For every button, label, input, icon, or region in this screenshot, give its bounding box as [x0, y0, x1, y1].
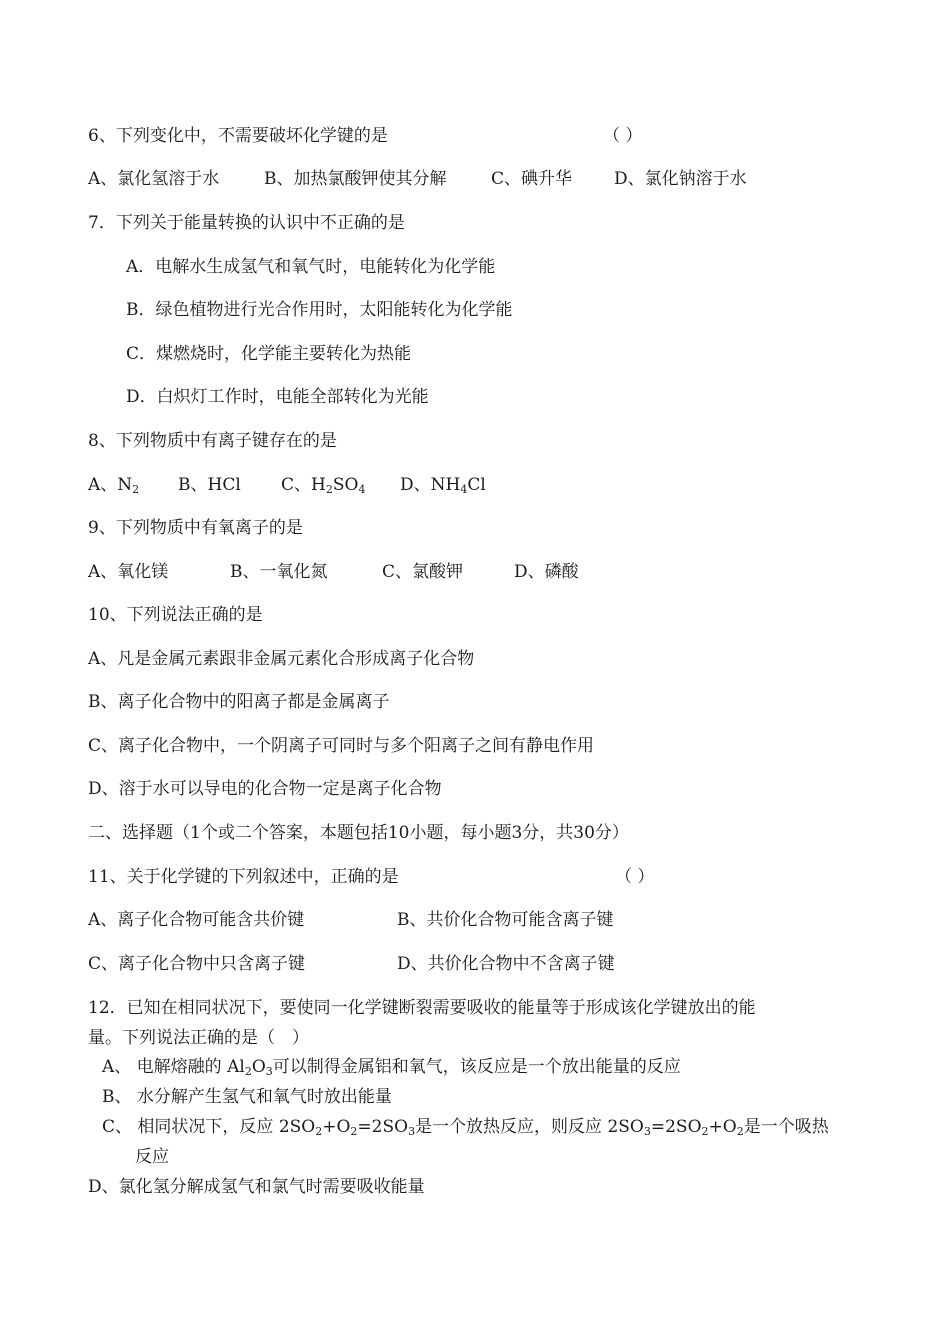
q11-answer-paren: （ ） — [615, 867, 655, 887]
q12-option-c: C、 相同状况下，反应 $2SO_2+O_2=2SO_3$是一个放热反应，则反应 $2SO_3=2SO_2+O_2$是一个吸热 — [102, 1117, 829, 1138]
q9-option-d: D、磷酸 — [514, 562, 579, 582]
q10-option-d: D、溶于水可以导电的化合物一定是离子化合物 — [88, 779, 442, 799]
q12-option-b: B、 水分解产生氢气和氧气时放出能量 — [102, 1087, 392, 1107]
q11-option-a: A、离子化合物可能含共价键 — [88, 910, 305, 930]
q9-stem: 9、下列物质中有氧离子的是 — [88, 518, 303, 538]
q8-option-b: B、HCl — [178, 475, 241, 495]
q8-option-a: A、$N_2$ — [88, 475, 140, 496]
q6-option-b: B、加热氯酸钾使其分解 — [264, 169, 447, 189]
q11-option-b: B、共价化合物可能含离子键 — [397, 910, 614, 930]
q10-option-a: A、凡是金属元素跟非金属元素化合形成离子化合物 — [88, 649, 475, 669]
q10-stem: 10、下列说法正确的是 — [88, 605, 263, 625]
q11-option-c: C、离子化合物中只含离子键 — [88, 954, 306, 974]
q6-stem: 6、下列变化中，不需要破坏化学键的是 — [88, 126, 388, 146]
q9-option-a: A、氧化镁 — [88, 562, 169, 582]
q12-stem-line2: 量。下列说法正确的是（ ） — [88, 1028, 309, 1048]
q8-option-d: D、$NH_4Cl$ — [400, 475, 486, 496]
q12-stem-line1: 12．已知在相同状况下，要使同一化学键断裂需要吸收的能量等于形成该化学键放出的能 — [88, 998, 756, 1018]
q7-option-c: C．煤燃烧时，化学能主要转化为热能 — [126, 344, 412, 364]
q12-option-d: D、氯化氢分解成氢气和氯气时需要吸收能量 — [88, 1177, 425, 1197]
q11-option-d: D、共价化合物中不含离子键 — [397, 954, 615, 974]
q7-stem: 7．下列关于能量转换的认识中不正确的是 — [88, 213, 405, 233]
q12-option-a: A、 电解熔融的 $Al_2O_3$可以制得金属铝和氧气，该反应是一个放出能量的反应 — [102, 1057, 681, 1078]
q6-option-a: A、氯化氢溶于水 — [88, 169, 220, 189]
q6-option-d: D、氯化钠溶于水 — [614, 169, 747, 189]
q7-option-b: B．绿色植物进行光合作用时，太阳能转化为化学能 — [126, 300, 513, 320]
q8-stem: 8、下列物质中有离子键存在的是 — [88, 431, 337, 451]
q10-option-b: B、离子化合物中的阳离子都是金属离子 — [88, 692, 390, 712]
q6-option-c: C、碘升华 — [491, 169, 573, 189]
q11-stem: 11、关于化学键的下列叙述中，正确的是 — [88, 867, 399, 887]
section-2-heading: 二、选择题（1个或二个答案，本题包括10小题，每小题3分，共30分） — [88, 823, 629, 843]
q9-option-b: B、一氧化氮 — [230, 562, 328, 582]
q8-option-c: C、$H_2SO_4$ — [281, 475, 366, 496]
q10-option-c: C、离子化合物中，一个阴离子可同时与多个阳离子之间有静电作用 — [88, 736, 595, 756]
q7-option-a: A．电解水生成氢气和氧气时，电能转化为化学能 — [126, 257, 496, 277]
q12-option-c-continuation: 反应 — [135, 1147, 169, 1167]
q7-option-d: D．白炽灯工作时，电能全部转化为光能 — [126, 387, 429, 407]
q9-option-c: C、氯酸钾 — [382, 562, 464, 582]
q6-answer-paren: （ ） — [603, 126, 643, 146]
